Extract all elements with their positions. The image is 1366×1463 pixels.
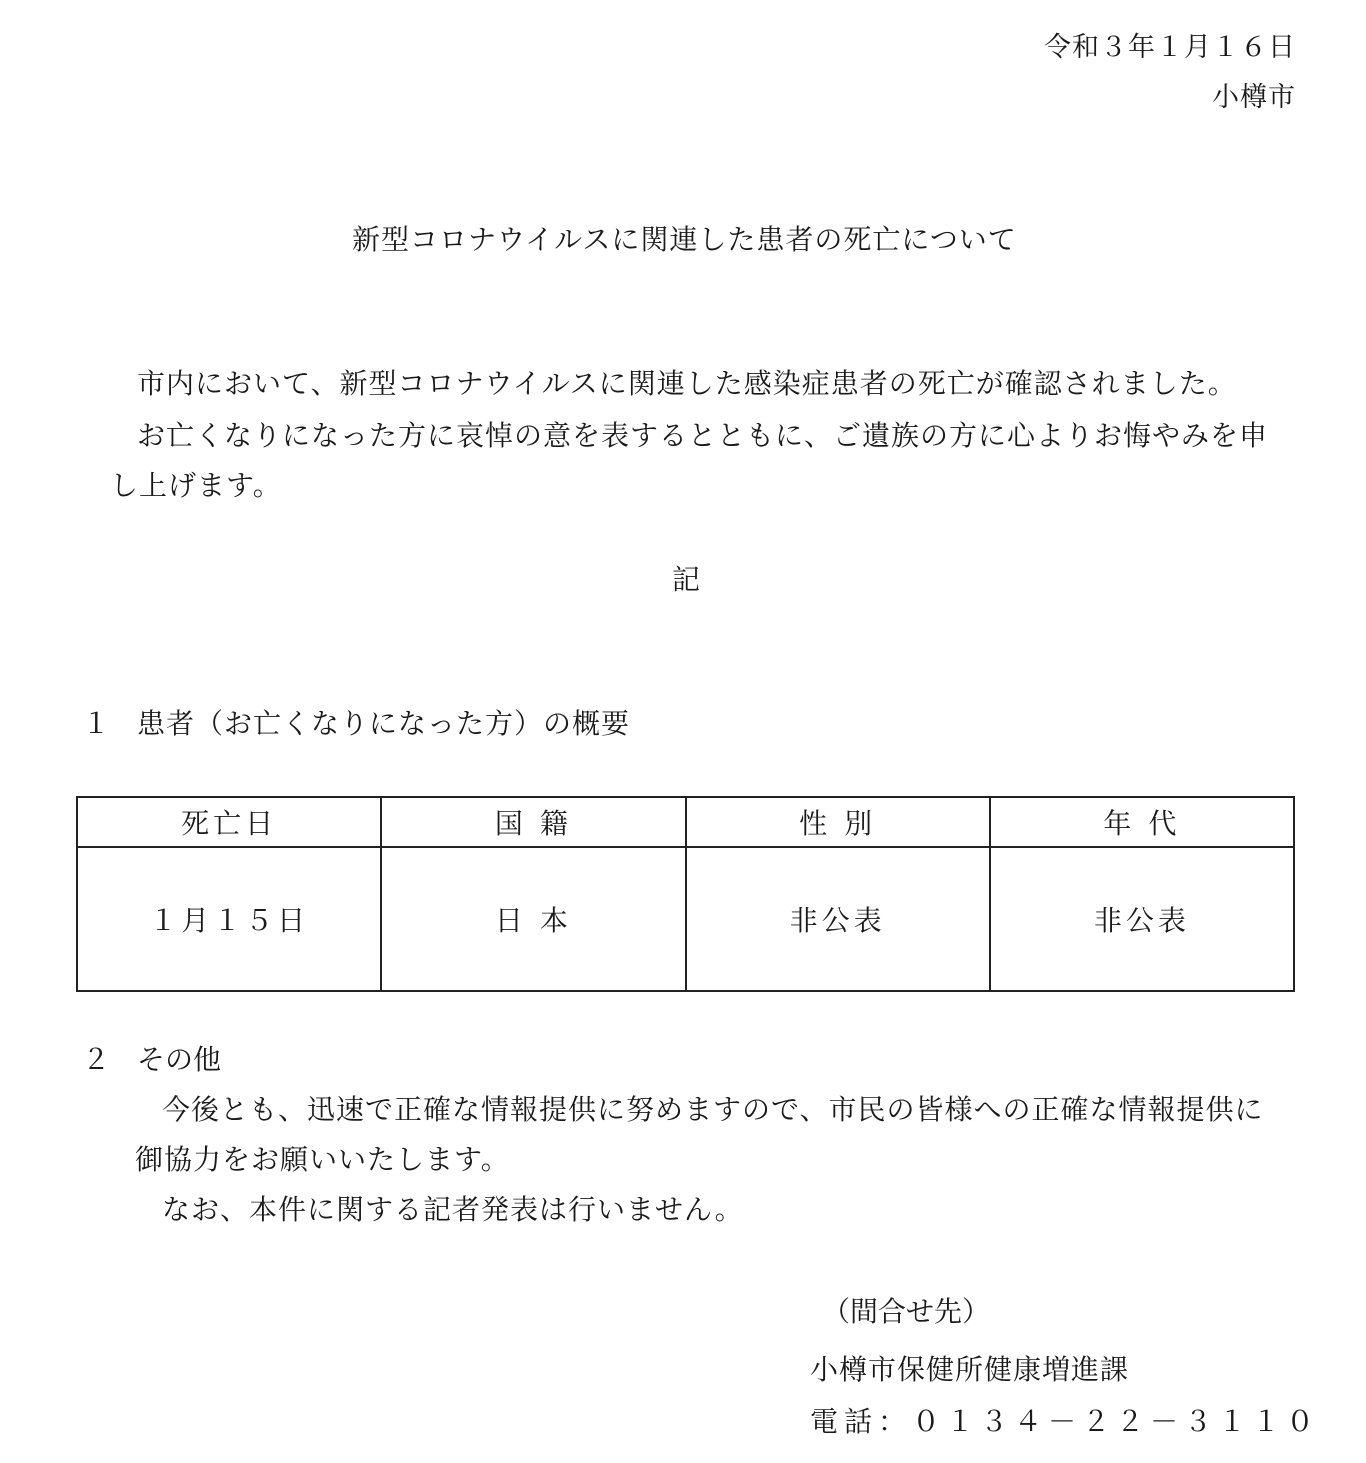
- section-2-number: ２: [82, 1043, 111, 1076]
- patient-summary-table: [76, 796, 1295, 992]
- header-gender: 性 別: [686, 797, 990, 847]
- cell-nationality: 日 本: [381, 847, 685, 991]
- table-row: [77, 847, 1294, 991]
- section-1-title: 患者（お亡くなりになった方）の概要: [137, 707, 631, 740]
- table-header-row: [77, 797, 1294, 847]
- section-2-paragraph-2: なお、本件に関する記者発表は行いません。: [162, 1193, 744, 1226]
- section-2-paragraph-1-line-1: 今後とも、迅速で正確な情報提供に努めますので、市民の皆様への正確な情報提供に: [162, 1093, 1264, 1126]
- document-date: 令和３年１月１６日: [1044, 32, 1296, 63]
- contact-label: （間合せ先）: [822, 1295, 991, 1328]
- cell-gender: 非公表: [686, 847, 990, 991]
- section-2-paragraph-1-line-2: 御協力をお願いいたします。: [135, 1143, 510, 1176]
- body-paragraph-2-line-2: し上げます。: [110, 469, 282, 502]
- issuing-organization: 小樽市: [1212, 82, 1296, 113]
- ki-marker: 記: [672, 563, 701, 596]
- document-title: 新型コロナウイルスに関連した患者の死亡について: [352, 223, 1017, 256]
- body-paragraph-1: 市内において、新型コロナウイルスに関連した感染症患者の死亡が確認されました。: [137, 367, 1237, 400]
- body-paragraph-2-line-1: お亡くなりになった方に哀悼の意を表するとともに、ご遺族の方に心よりお悔やみを申: [137, 419, 1269, 452]
- section-2-title: その他: [137, 1043, 222, 1076]
- section-1-number: １: [82, 707, 111, 740]
- header-death-date: 死亡日: [77, 797, 381, 847]
- header-nationality: 国 籍: [381, 797, 685, 847]
- cell-death-date: １月１５日: [77, 847, 381, 991]
- contact-phone: 電話：０１３４－２２－３１１０: [810, 1405, 1321, 1438]
- cell-age-group: 非公表: [990, 847, 1294, 991]
- contact-department: 小樽市保健所健康増進課: [810, 1353, 1130, 1386]
- header-age-group: 年 代: [990, 797, 1294, 847]
